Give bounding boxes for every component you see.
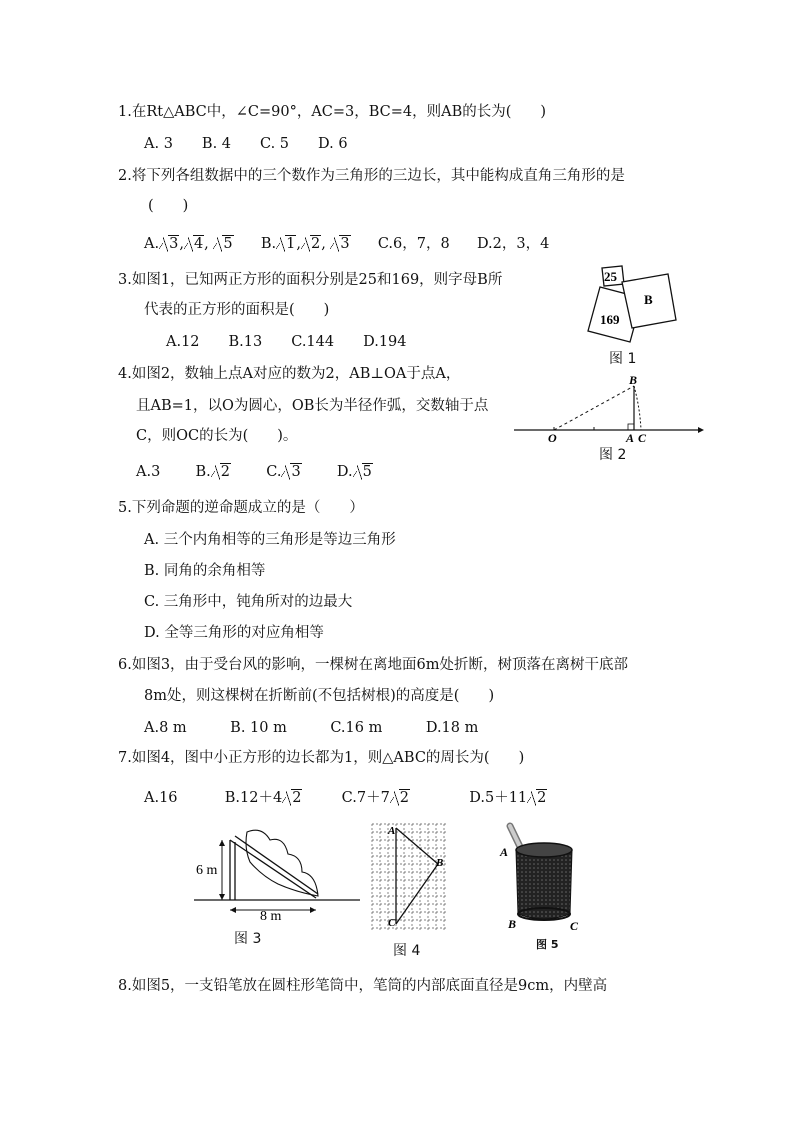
label-b: B bbox=[508, 917, 517, 931]
label-a: A bbox=[626, 431, 635, 444]
label-b: B bbox=[629, 373, 638, 387]
q4-line3: C，则OC的长为( )。 bbox=[136, 428, 298, 444]
label-o: O bbox=[548, 431, 557, 444]
label-a: A bbox=[500, 845, 509, 859]
sqrt-symbol: 2 bbox=[390, 788, 410, 808]
figure-2-number-line bbox=[512, 372, 704, 444]
label-6m: 6 m bbox=[196, 863, 218, 878]
side-ab bbox=[396, 828, 438, 864]
q7-stem: 7.如图4，图中小正方形的边长都为1，则△ABC的周长为( ) bbox=[118, 750, 525, 766]
q4-options bbox=[136, 462, 373, 482]
dashed-grid bbox=[372, 824, 446, 932]
label-b: B bbox=[644, 292, 653, 307]
sqrt-symbol: 5 bbox=[213, 234, 233, 254]
figure-4-grid bbox=[366, 820, 452, 944]
sqrt-symbol: 3 bbox=[281, 462, 301, 482]
q4-opt-c-label: C. bbox=[266, 464, 282, 480]
label-a: A bbox=[388, 825, 396, 837]
arrow-icon bbox=[219, 894, 225, 900]
arrow-icon bbox=[219, 840, 225, 846]
q3-line1: 3.如图1，已知两正方形的面积分别是25和169，则字母B所 bbox=[118, 272, 503, 288]
label-c: C bbox=[638, 431, 647, 444]
sqrt-symbol: 2 bbox=[301, 234, 321, 254]
label-c: C bbox=[388, 917, 396, 929]
arc-bc bbox=[634, 386, 641, 430]
q2-opt-c: C.6，7，8 bbox=[377, 236, 450, 252]
q2-options: A. 3, 4, 5 B. 1, 2, 3 C.6，7，8 D.2，3，4 bbox=[144, 236, 550, 252]
q1-stem: 1.在Rt△ABC中，∠C=90°，AC=3，BC=4，则AB的长为( ) bbox=[118, 104, 547, 120]
q6-line1: 6.如图3，由于受台风的影响，一棵树在离地面6m处折断，树顶落在离树干底部 bbox=[118, 657, 629, 673]
sqrt-symbol: 2 bbox=[211, 462, 231, 482]
q6-options: A.8 m B. 10 m C.16 m D.18 m bbox=[144, 720, 479, 736]
q4-line1: 4.如图2，数轴上点A对应的数为2，AB⊥OA于点A， bbox=[118, 366, 461, 382]
arrow-icon bbox=[230, 907, 236, 913]
q3-line2: 代表的正方形的面积是( ) bbox=[144, 302, 330, 318]
sqrt-symbol: 2 bbox=[282, 788, 302, 808]
cylinder-top-rim bbox=[516, 843, 572, 857]
figure-5-caption: 图 5 bbox=[536, 938, 559, 951]
q4-line2: 且AB=1，以O为圆心，OB长为半径作弧，交数轴于点 bbox=[136, 398, 489, 414]
q5-opt-b: B. 同角的余角相等 bbox=[144, 563, 266, 579]
q7-opt-d-label: D.5＋11 bbox=[469, 790, 528, 806]
figure-5-pencil-holder bbox=[496, 818, 592, 936]
q2-opt-b-label: B. bbox=[260, 236, 277, 252]
right-angle-mark bbox=[628, 424, 634, 430]
q1-options: A. 3 B. 4 C. 5 D. 6 bbox=[144, 136, 348, 152]
label-b: B bbox=[436, 857, 444, 869]
sqrt-symbol: 2 bbox=[527, 788, 547, 808]
figure-2-caption: 图 2 bbox=[599, 447, 627, 463]
sqrt-symbol: 1 bbox=[276, 234, 296, 254]
sqrt-symbol: 3 bbox=[159, 234, 179, 254]
q8-line1: 8.如图5，一支铅笔放在圆柱形笔筒中，笔筒的内部底面直径是9cm，内壁高 bbox=[118, 978, 608, 994]
arrow-icon bbox=[698, 427, 704, 433]
q6-line2: 8m处，则这棵树在折断前(不包括树根)的高度是( ) bbox=[144, 688, 495, 704]
figure-3-broken-tree bbox=[192, 826, 364, 922]
q4-opt-d-label: D. bbox=[336, 464, 353, 480]
label-c: C bbox=[570, 919, 579, 933]
q5-opt-a: A. 三个内角相等的三角形是等边三角形 bbox=[144, 532, 396, 548]
q5-opt-d: D. 全等三角形的对应角相等 bbox=[144, 625, 324, 641]
q4-opt-b-label: B. bbox=[195, 464, 211, 480]
broken-part bbox=[230, 840, 316, 898]
q2-opt-d: D.2，3，4 bbox=[476, 236, 550, 252]
label-169: 169 bbox=[600, 312, 620, 327]
sqrt-symbol: 4 bbox=[184, 234, 204, 254]
figure-4-caption: 图 4 bbox=[393, 943, 421, 959]
q2-blank: ( ) bbox=[148, 198, 189, 214]
q7-options bbox=[144, 788, 547, 808]
q2-opt-a-label: A. bbox=[144, 236, 160, 252]
q7-opt-c-label: C.7＋7 bbox=[341, 790, 390, 806]
q7-opt-a: A.16 bbox=[144, 790, 178, 806]
label-25: 25 bbox=[604, 269, 617, 284]
q3-options: A.12 B.13 C.144 D.194 bbox=[166, 334, 407, 350]
figure-3-caption: 图 3 bbox=[234, 931, 262, 947]
q5-stem: 5.下列命题的逆命题成立的是（ ） bbox=[118, 500, 364, 516]
q7-opt-b-label: B.12＋4 bbox=[224, 790, 283, 806]
arrow-icon bbox=[310, 907, 316, 913]
sqrt-symbol: 5 bbox=[353, 462, 373, 482]
sqrt-symbol: 3 bbox=[330, 234, 350, 254]
segment-ob bbox=[554, 386, 634, 430]
q4-opt-a: A.3 bbox=[136, 464, 161, 480]
q5-opt-c: C. 三角形中，钝角所对的边最大 bbox=[144, 594, 353, 610]
side-bc bbox=[396, 864, 438, 924]
q2-stem: 2.将下列各组数据中的三个数作为三角形的三边长，其中能构成直角三角形的是 bbox=[118, 168, 625, 184]
figure-1-caption: 图 1 bbox=[609, 351, 637, 367]
label-8m: 8 m bbox=[260, 909, 282, 922]
